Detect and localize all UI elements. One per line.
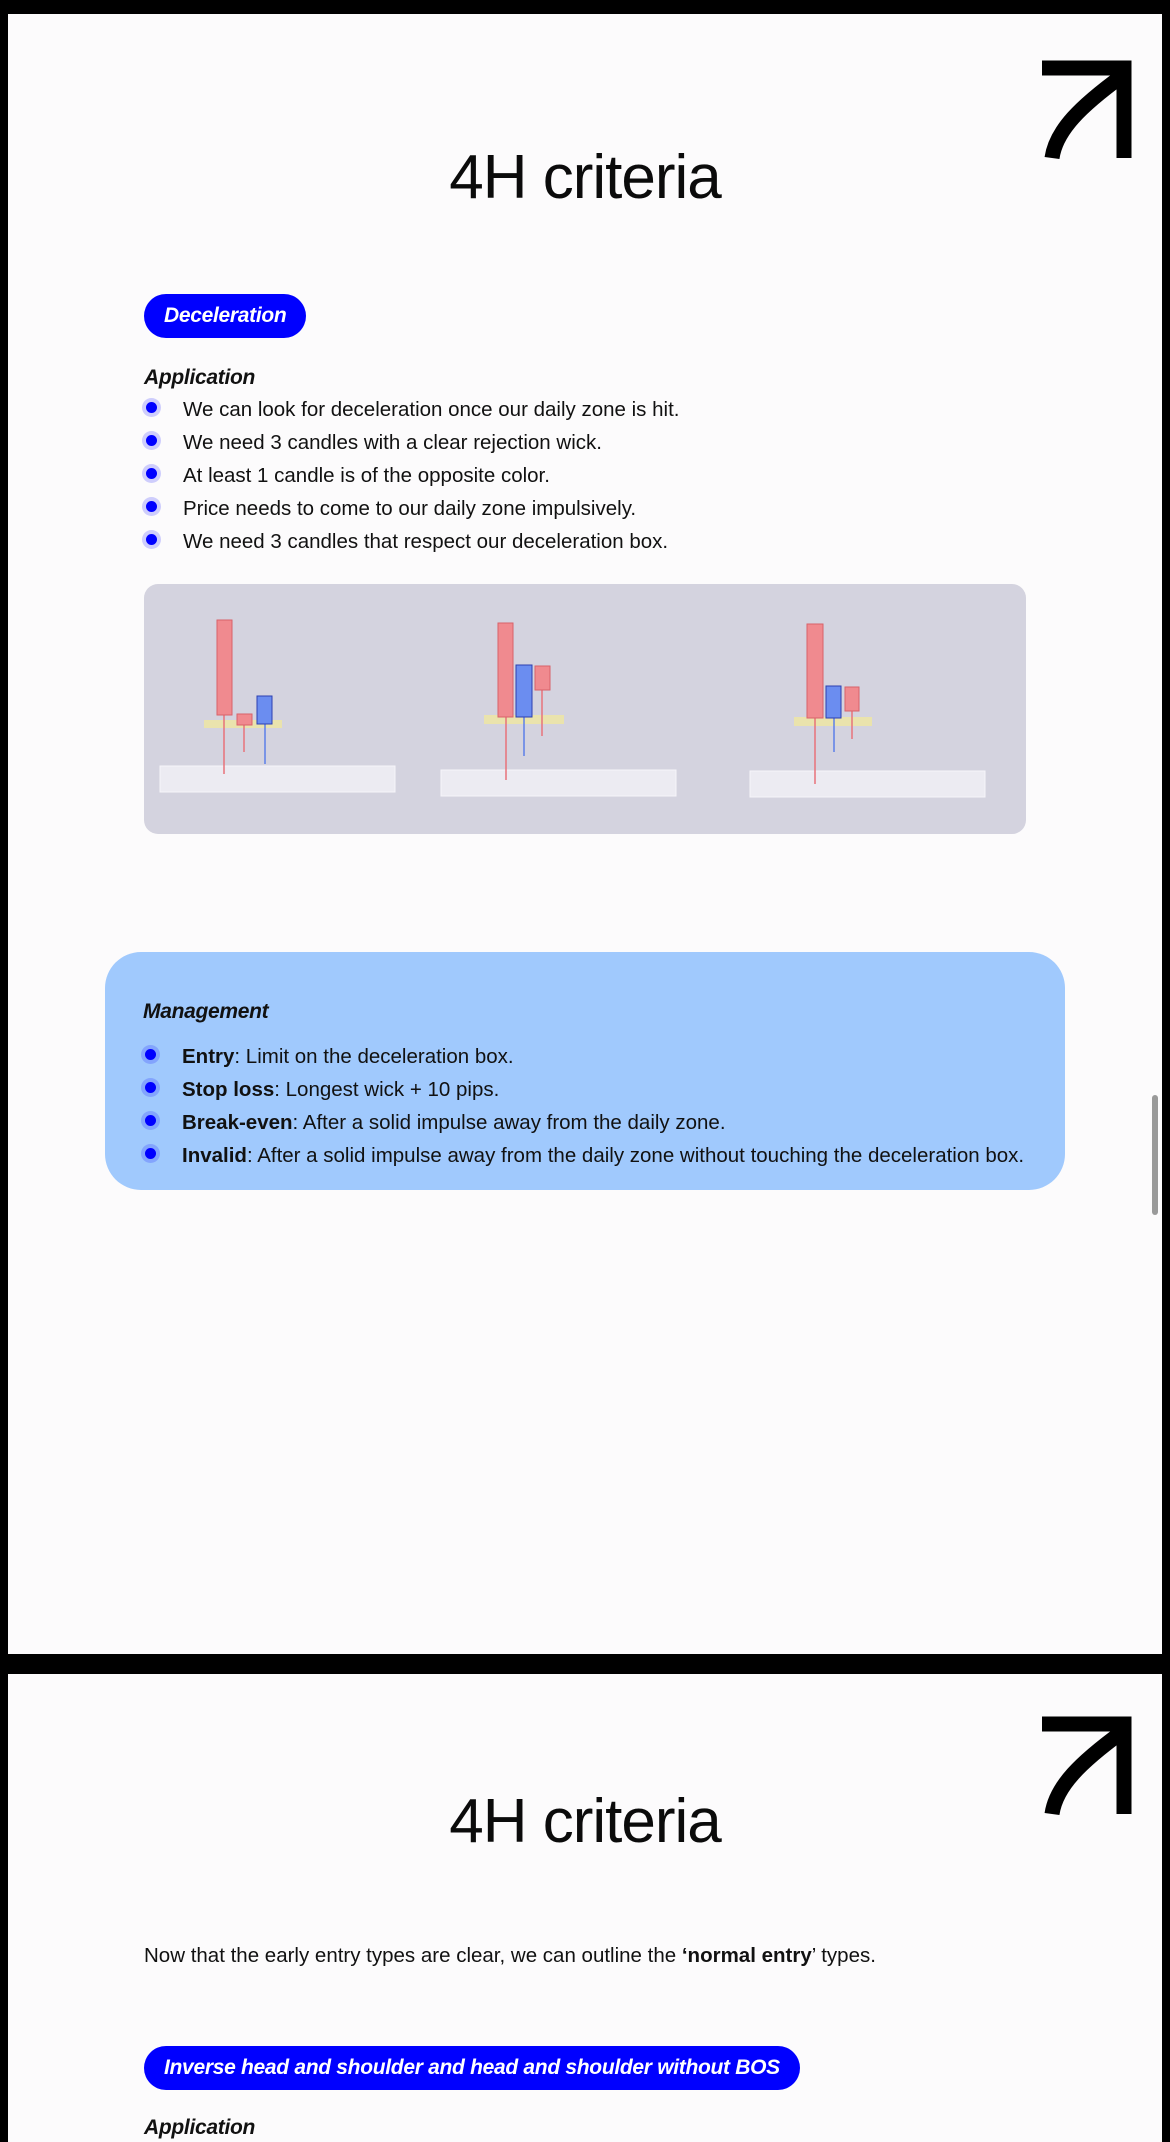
slide-deceleration	[8, 14, 1162, 1654]
list-item: We can look for deceleration once our daily zone is hit.	[144, 393, 679, 426]
bullet-dot-icon	[146, 435, 157, 446]
application-list	[144, 393, 679, 558]
list-item: We need 3 candles with a clear rejection wick.	[144, 426, 679, 459]
bullet-dot-icon	[146, 534, 157, 545]
management-list	[143, 1040, 1024, 1172]
list-item: Break-even: After a solid impulse away from the daily zone.	[143, 1106, 1024, 1139]
list-item: Stop loss: Longest wick + 10 pips.	[143, 1073, 1024, 1106]
section-pill-deceleration: Deceleration	[144, 294, 306, 338]
bullet-dot-icon	[145, 1082, 156, 1093]
example-2	[441, 623, 676, 796]
management-card	[105, 952, 1065, 1190]
bullet-dot-icon	[145, 1049, 156, 1060]
bullet-dot-icon	[146, 468, 157, 479]
bullet-dot-icon	[146, 402, 157, 413]
slide-normal-entry	[8, 1674, 1162, 2142]
list-item: We need 3 candles that respect our deceleration box.	[144, 525, 679, 558]
bullet-dot-icon	[146, 501, 157, 512]
bullet-dot-icon	[145, 1148, 156, 1159]
application-heading: Application	[144, 2116, 256, 2139]
management-heading: Management	[143, 1000, 269, 1023]
example-1	[160, 620, 395, 792]
scrollbar-thumb[interactable]	[1152, 1095, 1158, 1215]
page-title: 4H criteria	[449, 143, 721, 212]
intro-text: Now that the early entry types are clear, we can outline the ‘normal entry’ types.	[144, 1944, 876, 1967]
deceleration-examples-illustration	[144, 584, 1026, 834]
bullet-dot-icon	[145, 1115, 156, 1126]
list-item: Invalid: After a solid impulse away from the daily zone without touching the deceleration box.	[143, 1139, 1024, 1172]
section-pill-head-and-shoulder: Inverse head and shoulder and head and shoulder without BOS	[144, 2046, 800, 2090]
list-item: Entry: Limit on the deceleration box.	[143, 1040, 1024, 1073]
candlestick-examples-image	[144, 584, 1026, 834]
list-item: Price needs to come to our daily zone impulsively.	[144, 492, 679, 525]
application-heading: Application	[144, 366, 256, 389]
list-item: At least 1 candle is of the opposite color.	[144, 459, 679, 492]
page-title: 4H criteria	[449, 1787, 721, 1856]
example-3	[750, 624, 985, 797]
